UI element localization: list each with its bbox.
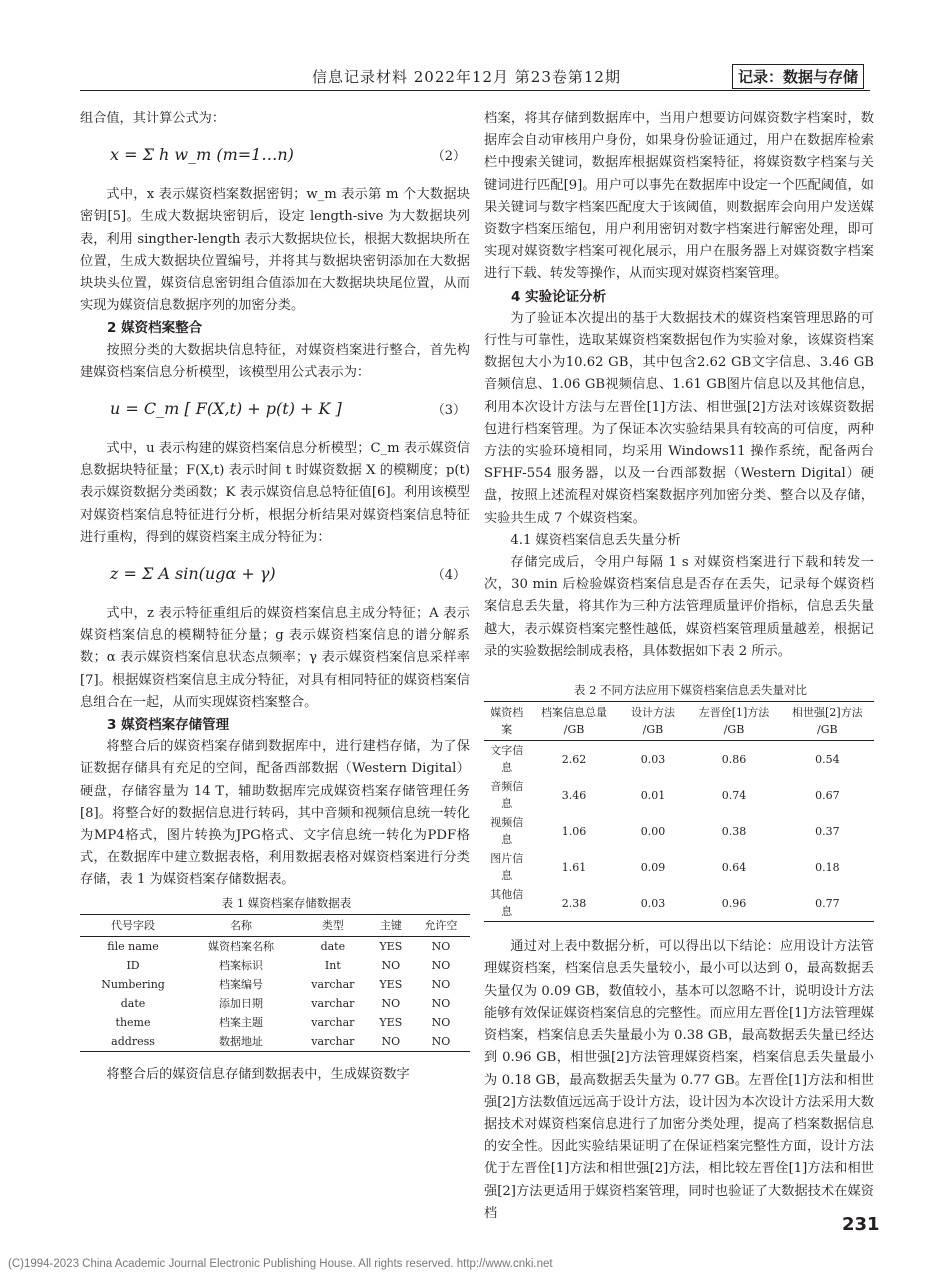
table-cell: 1.61 <box>561 860 587 874</box>
table-cell: 2.62 <box>561 752 587 766</box>
table-cell: NO <box>431 977 451 991</box>
table-cell: NO <box>431 996 451 1010</box>
table-row <box>80 1013 470 1032</box>
storage-table <box>80 914 470 1052</box>
table-cell: Numbering <box>101 977 165 991</box>
table-cell: 其他信息 <box>484 885 529 922</box>
column-header: 类型 <box>296 914 370 936</box>
paragraph: 式中，z 表示特征重组后的媒资档案信息主成分特征；A 表示媒资档案信息的模糊特征分量；g 表示媒资档案信息的谱分解系数；α 表示媒资档案信息状态点频率；γ 表示媒资档案信息采样率[7]。根据媒资档案信息主成分特征，对具有相同特征的媒资档案信息组合在一起，从而实现媒资档案整合。 <box>80 606 470 710</box>
table-cell: NO <box>381 958 401 972</box>
table-cell: 图片信息 <box>490 852 524 883</box>
right-column <box>484 108 874 1225</box>
journal-header: 信息记录材料 2022年12月 第23卷第12期 <box>312 68 621 86</box>
table-cell: NO <box>412 1032 470 1052</box>
table-cell: 数据地址 <box>186 1032 296 1052</box>
table-cell: 文字信息 <box>490 744 524 775</box>
column-header: 名称 <box>186 914 296 936</box>
column-header: 相世强[2]方法 /GB <box>781 702 874 741</box>
table-cell: 视频信息 <box>490 816 524 847</box>
section-heading: 4 实验论证分析 <box>511 288 607 305</box>
table-cell: NO <box>431 1015 451 1029</box>
table-cell: theme <box>115 1015 151 1029</box>
table-cell: 音频信息 <box>490 780 524 811</box>
table-cell: 档案编号 <box>218 977 263 991</box>
table-cell: varchar <box>296 1032 370 1052</box>
paragraph: 按照分类的大数据块信息特征，对媒资档案进行整合，首先构建媒资档案信息分析模型，该模型用公式表示为： <box>80 342 470 380</box>
table-row <box>484 813 874 849</box>
table-row <box>80 994 470 1013</box>
table-cell: YES <box>379 939 403 953</box>
table-cell: 媒资档案名称 <box>207 939 274 953</box>
table-cell: 0.96 <box>687 885 780 922</box>
table-cell: 0.77 <box>781 885 874 922</box>
table-cell: NO <box>431 939 451 953</box>
column-header: 媒资档案 <box>484 702 529 741</box>
paragraph: 存储完成后，令用户每隔 1 s 对媒资档案进行下载和转发一次，30 min 后检验媒资档案信息是否存在丢失，记录每个媒资档案信息丢失量，将其作为三种方法管理质量评价指标，信息丢失量越大，表示媒资档案完整性越低，媒资档案管理质量越差，根据记录的实验数据绘制成表格，具体数据如下表 2 所示。 <box>484 555 874 659</box>
column-header: 代号字段 <box>80 914 186 936</box>
column-header: 档案信息总量 /GB <box>529 702 618 741</box>
paragraph: 将整合后的媒资档案存储到数据库中，进行建档存储，为了保证数据存储具有充足的空间，配备西部数据（Western Digital）硬盘，存储容量为 14 T，辅助数据库完成媒资档案存储管理任务[8]。将整合好的数据信息进行转码，其中音频和视频信息统一转化为MP4格式，图片转换为JPG格式、文字信息统一转化为PDF格式，在数据库中建立数据表格，利用数据表格对媒资档案进行分类存储，表 1 为媒资档案存储数据表。 <box>80 739 470 888</box>
table-cell: 0.00 <box>640 824 666 838</box>
formula-expression: x = Σ h w_m (m=1…n) <box>110 145 294 165</box>
table-cell: address <box>80 1032 186 1052</box>
left-column <box>80 108 470 1086</box>
table-cell: YES <box>379 1015 403 1029</box>
table-cell: 2.38 <box>529 885 618 922</box>
formula-3 <box>80 384 470 438</box>
table-cell: varchar <box>311 977 355 991</box>
paragraph: 档案，将其存储到数据库中，当用户想要访问媒资数字档案时，数据库会自动审核用户身份，如果身份验证通过，用户在数据库检索栏中搜索关键词，数据库根据媒资档案特征，将媒资数字档案与关键词进行匹配[9]。用户可以事先在数据库中设定一个匹配阈值，如果关键词与数字档案匹配度大于该阈值，则数据库会向用户发送媒资数字档案压缩包，用户利用密钥对数字档案进行解密处理，即可实现对媒资数字档案可视化展示，用户在服务器上对媒资数字档案进行下载、转发等操作，从而实现对媒资档案管理。 <box>484 111 874 282</box>
formula-4 <box>80 549 470 603</box>
table-row <box>80 1032 470 1052</box>
header-rule <box>80 90 870 91</box>
table-row <box>80 936 470 956</box>
table-row <box>484 885 874 922</box>
section-heading: 2 媒资档案整合 <box>107 320 203 337</box>
formula-number: （3） <box>431 403 466 419</box>
table-row <box>484 777 874 813</box>
table-header-row <box>484 702 874 741</box>
formula-2 <box>80 130 470 184</box>
table-cell: 0.74 <box>721 788 747 802</box>
paragraph: 组合值，其计算公式为： <box>80 111 226 126</box>
paragraph: 通过对上表中数据分析，可以得出以下结论：应用设计方法管理媒资档案，档案信息丢失量较小，最小可以达到 0，最高数据丢失量仅为 0.09 GB，数值较小，基本可以忽略不计，说明设计方法能够有效保证媒资档案信息的完整性。而应用左晋佺[1]方法管理媒资档案，档案信息丢失量最小为 0.38 GB，最高数据丢失量已经达到 0.96 GB，相世强[2]方法管理媒资档案，档案信息丢失量最小为 0.18 GB，最高数据丢失量为 0.77 GB。左晋佺[1]方法和相世强[2]方法数值远远高于设计方法，设计因为本次设计方法采用大数据技术对媒资档案信息进行了加密分类处理，提高了档案数据信息的安全性。因此实验结果证明了在保证档案完整性方面，设计方法优于左晋佺[1]方法和相世强[2]方法，相比较左晋佺[1]方法和相世强[2]方法更适用于媒资档案管理，同时也验证了大数据技术在媒资档 <box>484 939 874 1221</box>
table-cell: YES <box>379 977 403 991</box>
formula-number: （4） <box>431 568 466 584</box>
table-cell: varchar <box>311 996 355 1010</box>
copyright-footer: (C)1994-2023 China Academic Journal Electronic Publishing House. All rights reserved. http://www.cnki.net <box>8 1258 553 1270</box>
table-cell: NO <box>381 996 401 1010</box>
table-cell: 0.67 <box>815 788 840 802</box>
table-row <box>80 975 470 994</box>
loss-comparison-table <box>484 701 874 922</box>
column-header: 主键 <box>370 914 412 936</box>
table-cell: 0.01 <box>640 788 666 802</box>
table-caption: 表 2 不同方法应用下媒资档案信息丢失量对比 <box>573 683 808 698</box>
table-cell: 0.03 <box>619 885 688 922</box>
section-heading: 3 媒资档案存储管理 <box>107 717 230 734</box>
table-cell: 档案主题 <box>218 1015 263 1029</box>
paragraph: 式中，x 表示媒资档案数据密钥；w_m 表示第 m 个大数据块密钥[5]。生成大数据块密钥后，设定 length-sive 为大数据块列表，利用 singther-length 表示大数据块位长，根据大数据块所在位置，生成大数据块位置编号，并将其与数据块密钥添加在大数据块块头位置，媒资信息密钥组合值添加在大数据块块尾位置，从而实现为媒资信息数据序列的加密分类。 <box>80 187 470 314</box>
paragraph: 为了验证本次提出的基于大数据技术的媒资档案管理思路的可行性与可靠性，选取某媒资档案数据包作为实验对象，该媒资档案数据包大小为10.62 GB，其中包含2.62 GB文字信息、3.46 GB音频信息、1.06 GB视频信息、1.61 GB图片信息以及其他信息，利用本次设计方法与左晋佺[1]方法、相世强[2]方法对该媒资数据包进行档案管理。为了保证本次实验结果具有较高的可信度，两种方法的实验环境相同，均采用 Windows11 操作系统，配备两台 SFHF-554 服务器，以及一台西部数据（Western Digital）硬盘，按照上述流程对媒资档案数据序列加密分类、整合以及存储，实验共生成 7 个媒资档案。 <box>484 310 874 526</box>
table-row <box>484 741 874 778</box>
column-header: 设计方法 /GB <box>619 702 688 741</box>
formula-expression: u = C_m [ F(X,t) + p(t) + K ] <box>110 399 342 419</box>
table-cell: 3.46 <box>561 788 587 802</box>
table-cell: 添加日期 <box>218 996 263 1010</box>
table-header-row <box>80 914 470 936</box>
subsection-heading: 4.1 媒资档案信息丢失量分析 <box>510 532 681 548</box>
table-caption: 表 1 媒资档案存储数据表 <box>221 895 352 910</box>
column-header: 左晋佺[1]方法 /GB <box>687 702 780 741</box>
table-cell: NO <box>431 958 451 972</box>
table-cell: 0.03 <box>640 752 666 766</box>
table-cell: 0.18 <box>815 860 840 874</box>
table-cell: 档案标识 <box>218 958 263 972</box>
table-cell: 0.38 <box>721 824 747 838</box>
table-cell: Int <box>324 958 341 972</box>
table-cell: 0.54 <box>815 752 840 766</box>
table-cell: ID <box>126 958 140 972</box>
paragraph: 式中，u 表示构建的媒资档案信息分析模型；C_m 表示媒资信息数据块特征量；F(X,t) 表示时间 t 时媒资数据 X 的模糊度；p(t) 表示媒资数据分类函数；K 表示媒资信息总特征值[6]。利用该模型对媒资档案信息特征进行分析，根据分析结果对媒资档案信息特征进行重构，得到的媒资档案主成分特征为： <box>80 441 470 545</box>
table-row <box>80 956 470 975</box>
table-cell: date <box>320 939 346 953</box>
table-cell: 0.09 <box>640 860 666 874</box>
table-cell: varchar <box>311 1015 355 1029</box>
table-row <box>484 849 874 885</box>
formula-expression: z = Σ A sin(ugα + γ) <box>110 564 276 584</box>
section-tag: 记录：数据与存储 <box>732 64 864 89</box>
page-number: 231 <box>842 1214 880 1235</box>
table-cell: file name <box>107 939 159 953</box>
table-cell: 0.64 <box>721 860 747 874</box>
formula-number: （2） <box>431 149 466 165</box>
table-cell: NO <box>370 1032 412 1052</box>
column-header: 允许空 <box>412 914 470 936</box>
table-cell: 0.37 <box>815 824 840 838</box>
table-cell: 1.06 <box>561 824 587 838</box>
paragraph: 将整合后的媒资信息存储到数据表中，生成媒资数字 <box>106 1066 410 1082</box>
table-cell: 0.86 <box>721 752 747 766</box>
table-cell: date <box>120 996 146 1010</box>
